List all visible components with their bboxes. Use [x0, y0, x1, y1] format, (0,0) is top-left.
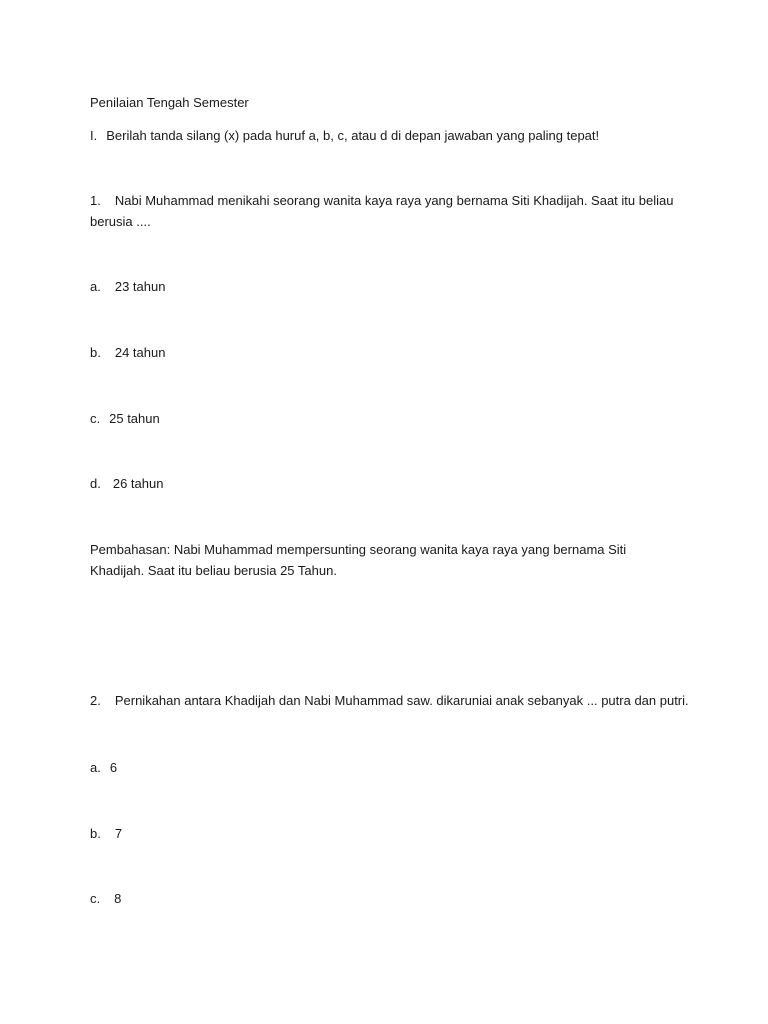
option-text: 6 [109, 760, 118, 775]
option-letter: d. [90, 476, 101, 491]
question-1-explanation: Pembahasan: Nabi Muhammad mempersunting seorang wanita kaya raya yang bernama Siti Khadijah. Saat itu beliau berusia 25 Tahun. [90, 542, 627, 578]
question-number: 1. [90, 193, 101, 208]
question-text: Pernikahan antara Khadijah dan Nabi Muhammad saw. dikaruniai anak sebanyak ... putra dan putri. [114, 693, 689, 708]
question-text: Nabi Muhammad menikahi seorang wanita kaya raya yang bernama Siti Khadijah. Saat itu beliau berusia .... [90, 193, 674, 229]
option-letter: a. [90, 279, 101, 294]
option-text: 8 [114, 891, 122, 906]
option-text: 26 tahun [112, 476, 164, 491]
option-text: 7 [114, 826, 123, 841]
question-number: 2. [90, 693, 101, 708]
option-text: 24 tahun [114, 345, 166, 360]
option-text: 23 tahun [114, 279, 166, 294]
question-1-option-b [90, 342, 690, 363]
option-letter: a. [90, 760, 101, 775]
option-text: 25 tahun [109, 411, 160, 426]
question-1-option-a [90, 276, 690, 297]
section-instruction [90, 125, 690, 146]
question-2-option-b [90, 823, 690, 844]
document-title: Penilaian Tengah Semester [90, 95, 249, 110]
question-2-option-c [90, 888, 690, 909]
question-1-option-d [90, 473, 690, 494]
question-2-option-a [90, 757, 690, 778]
option-letter: c. [90, 891, 101, 906]
question-1-option-c [90, 408, 690, 429]
instruction-text: Berilah tanda silang (x) pada huruf a, b, c, atau d di depan jawaban yang paling tepat! [106, 128, 600, 143]
question-1 [90, 190, 680, 232]
option-letter: c. [90, 411, 101, 426]
option-letter: b. [90, 826, 101, 841]
option-letter: b. [90, 345, 101, 360]
question-2 [90, 690, 690, 711]
section-number: I. [90, 128, 98, 143]
